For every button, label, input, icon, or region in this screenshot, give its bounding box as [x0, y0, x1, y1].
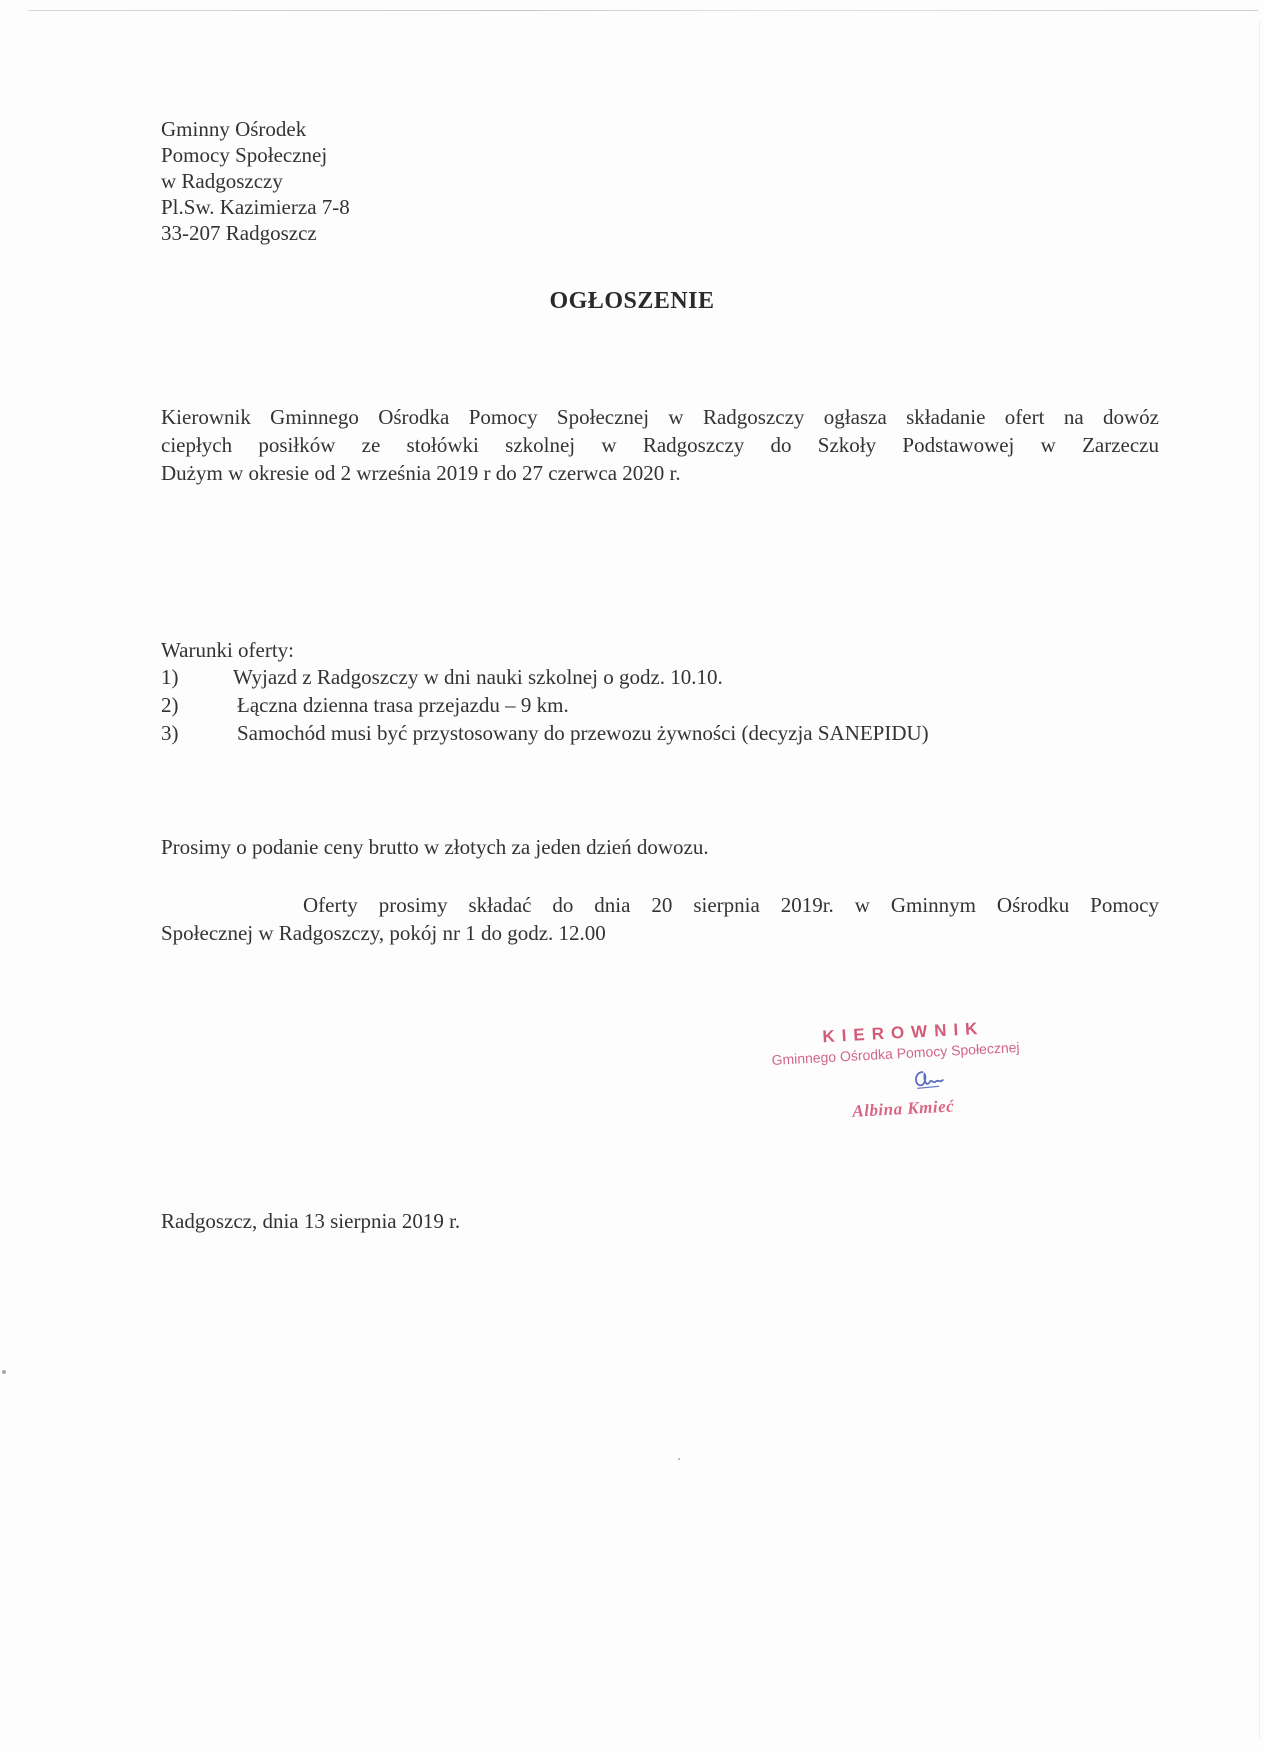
official-stamp: [770, 1014, 1075, 1140]
scan-speck: [2, 1370, 6, 1374]
document-title: OGŁOSZENIE: [549, 288, 715, 314]
conditions-heading: Warunki oferty:: [161, 638, 295, 662]
sender-line-2: Pomocy Społecznej: [161, 143, 328, 167]
stamp-name: Albina Kmieć: [851, 1096, 955, 1121]
sender-address: [161, 116, 350, 246]
announcement-line-3: Dużym w okresie od 2 września 2019 r do 27 czerwca 2020 r.: [161, 461, 681, 485]
condition-number: 1): [161, 665, 179, 689]
stamp-institution: Gminnego Ośrodka Pomocy Społecznej: [771, 1038, 1020, 1068]
condition-item: [161, 664, 723, 690]
scan-speck: [678, 1458, 680, 1460]
announcement-paragraph: [161, 403, 1159, 487]
price-request: Prosimy o podanie ceny brutto w złotych za jeden dzień dowozu.: [161, 835, 709, 859]
condition-number: 2): [161, 693, 179, 717]
sender-line-5: 33-207 Radgoszcz: [161, 221, 317, 245]
signature-icon: [910, 1067, 945, 1093]
condition-number: 3): [161, 721, 179, 745]
offer-deadline-paragraph: [161, 891, 1159, 947]
announcement-line-1: Kierownik Gminnego Ośrodka Pomocy Społecznej w Radgoszczy ogłasza składanie ofert na dowóz: [161, 405, 1159, 429]
scan-right-edge: [1259, 20, 1260, 1740]
date-place: Radgoszcz, dnia 13 sierpnia 2019 r.: [161, 1209, 461, 1233]
sender-line-1: Gminny Ośrodek: [161, 117, 307, 141]
condition-text: Łączna dzienna trasa przejazdu – 9 km.: [237, 693, 569, 717]
announcement-line-2: ciepłych posiłków ze stołówki szkolnej w Radgoszczy do Szkoły Podstawowej w Zarzeczu: [161, 433, 1159, 457]
offer-deadline-line-1: Oferty prosimy składać do dnia 20 sierpnia 2019r. w Gminnym Ośrodku Pomocy: [303, 893, 1159, 917]
sender-line-3: w Radgoszczy: [161, 169, 283, 193]
scan-top-line: [28, 10, 1258, 11]
offer-deadline-line-2: Społecznej w Radgoszczy, pokój nr 1 do godz. 12.00: [161, 921, 606, 945]
condition-text: Samochód musi być przystosowany do przewozu żywności (decyzja SANEPIDU): [237, 721, 929, 745]
condition-item: [161, 720, 929, 746]
condition-text: Wyjazd z Radgoszczy w dni nauki szkolnej o godz. 10.10.: [233, 665, 723, 689]
stamp-heading: KIEROWNIK: [821, 1018, 985, 1047]
condition-item: [161, 692, 569, 718]
sender-line-4: Pl.Sw. Kazimierza 7-8: [161, 195, 350, 219]
